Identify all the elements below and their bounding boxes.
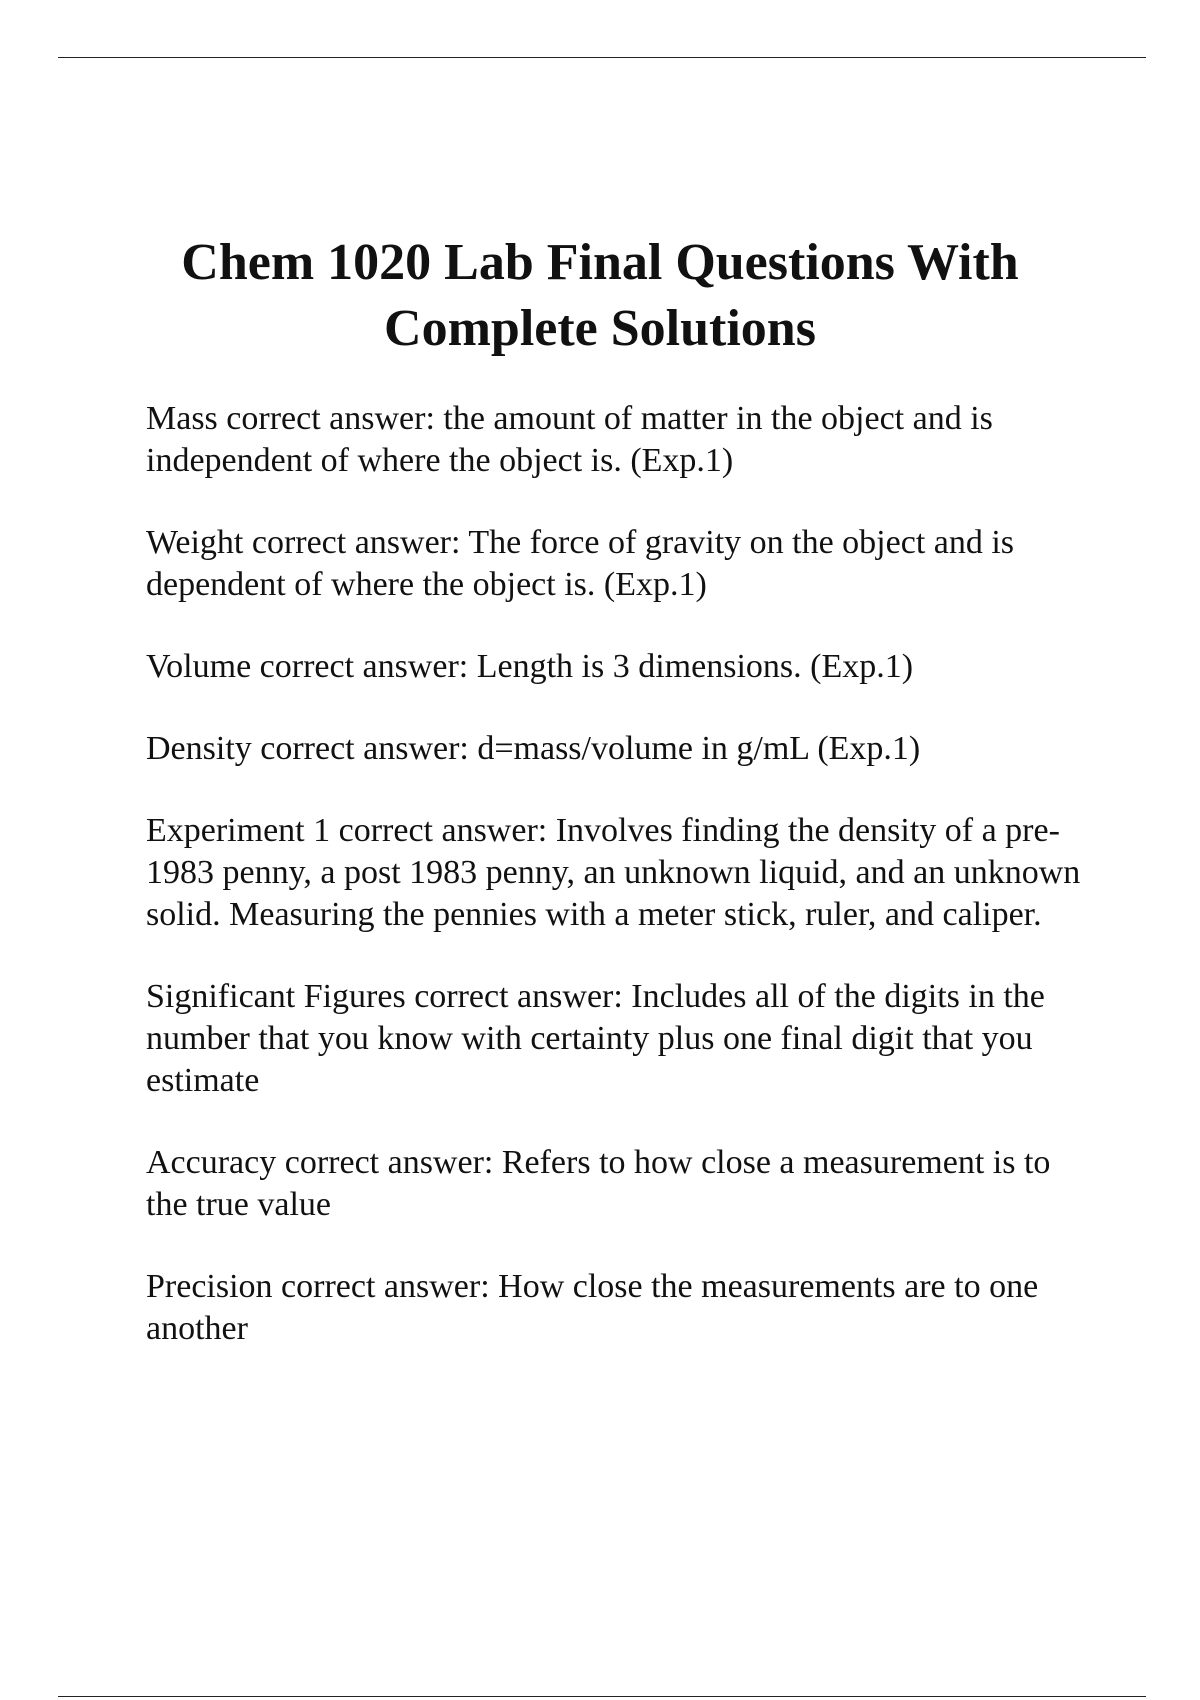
qa-item-mass: Mass correct answer: the amount of matter in the object and is independent of where the object is. (Exp.1) — [146, 400, 993, 479]
top-rule — [58, 57, 1146, 58]
qa-item-significant-figures: Significant Figures correct answer: Includes all of the digits in the number that you know with certainty plus one final digit that you estimate — [146, 978, 1045, 1099]
qa-item-density: Density correct answer: d=mass/volume in g/mL (Exp.1) — [146, 730, 921, 767]
qa-item-experiment-1: Experiment 1 correct answer: Involves finding the density of a pre-1983 penny, a post 1983 penny, an unknown liquid, and an unknown solid. Measuring the pennies with a meter stick, ruler, and caliper. — [146, 812, 1081, 933]
qa-item-weight: Weight correct answer: The force of gravity on the object and is dependent of where the object is. (Exp.1) — [146, 524, 1015, 603]
qa-item-accuracy: Accuracy correct answer: Refers to how close a measurement is to the true value — [146, 1144, 1051, 1223]
document-title: Chem 1020 Lab Final Questions With Complete Solutions — [181, 234, 1019, 357]
qa-list — [146, 398, 1096, 1390]
qa-item-precision: Precision correct answer: How close the measurements are to one another — [146, 1268, 1039, 1347]
qa-item-volume: Volume correct answer: Length is 3 dimensions. (Exp.1) — [146, 648, 914, 685]
bottom-rule — [58, 1696, 1146, 1697]
